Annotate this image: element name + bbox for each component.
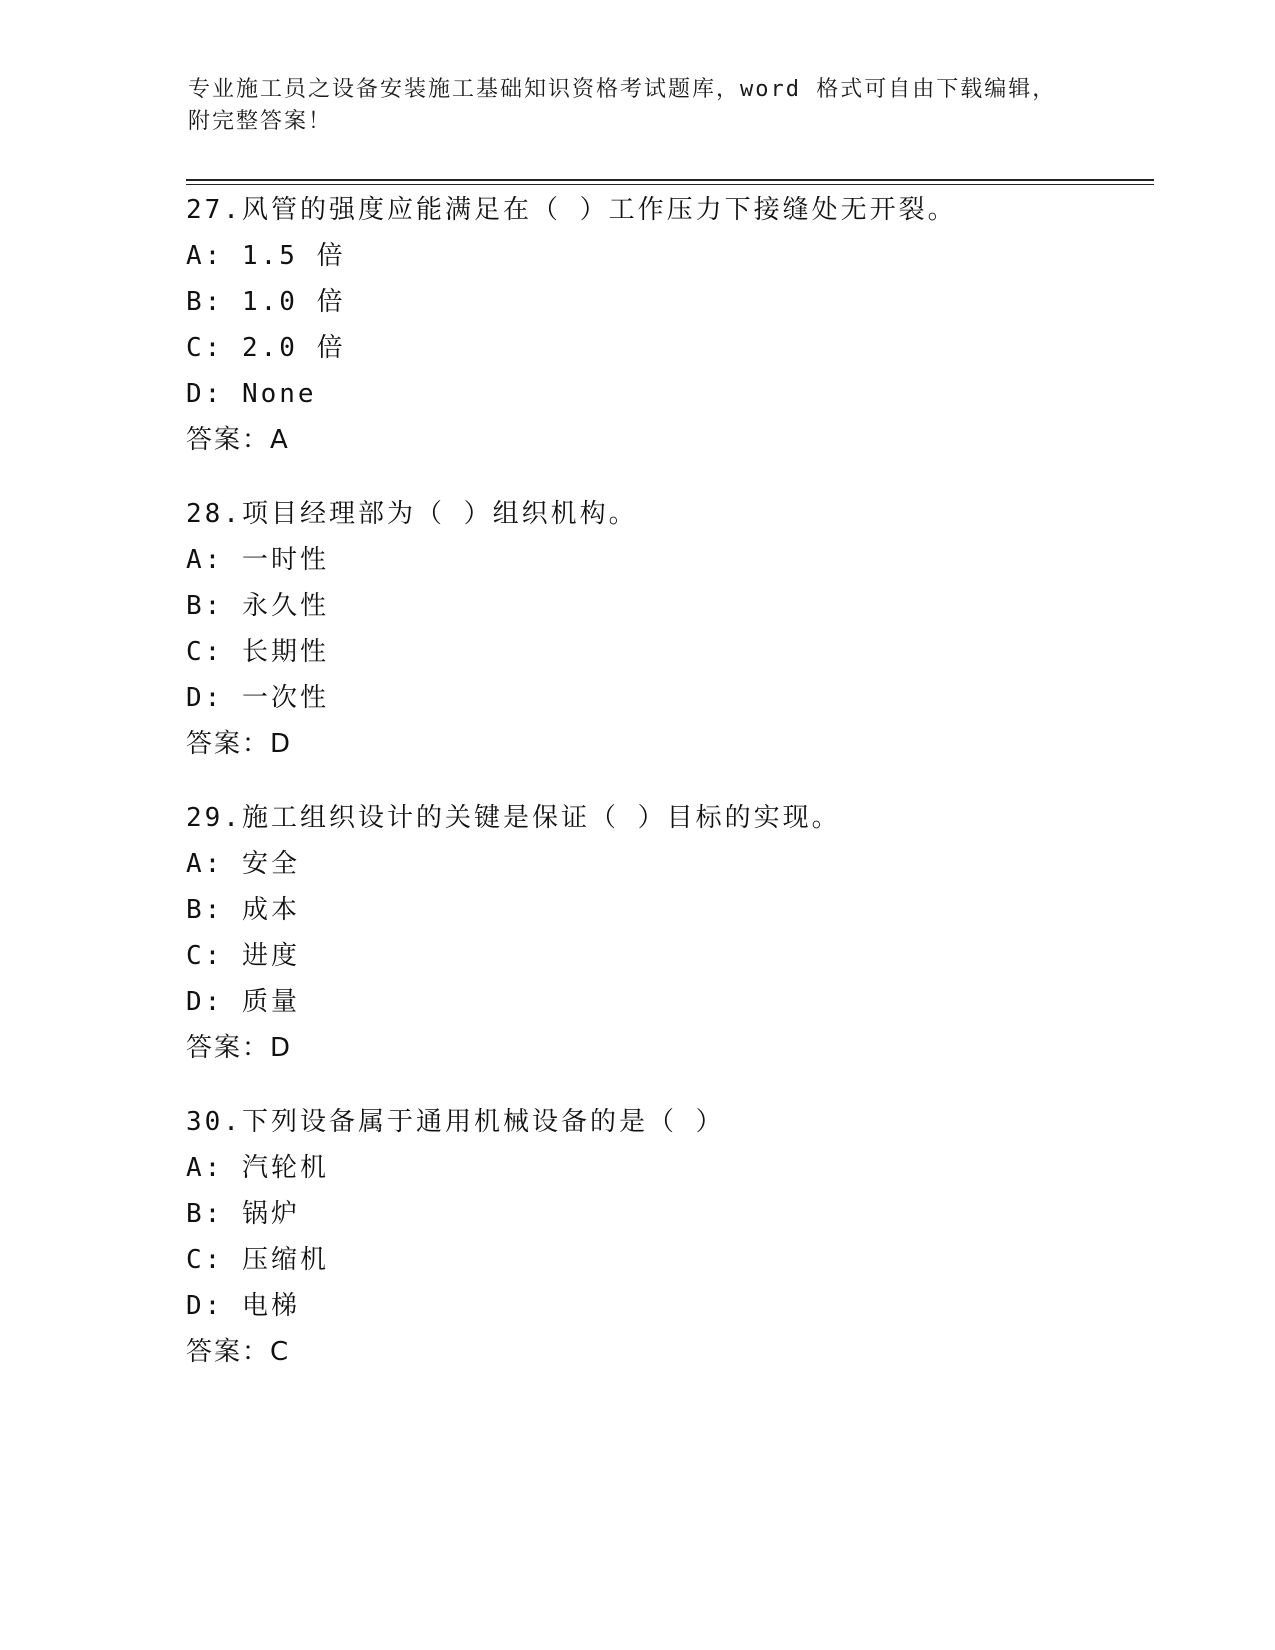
question-30: [186, 1106, 1146, 1368]
option-a: A: 一时性: [186, 545, 329, 575]
option-c: C: 长期性: [186, 637, 329, 667]
option-d: D: 电梯: [186, 1291, 300, 1321]
question-stem: 28.项目经理部为（ ）组织机构。: [186, 499, 638, 529]
option-d: D: 一次性: [186, 683, 329, 713]
option-d: D: None: [186, 379, 317, 409]
option-a: A: 1.5 倍: [186, 241, 346, 271]
question-27: [186, 194, 1146, 456]
option-c: C: 进度: [186, 941, 300, 971]
answer-label: 答案：D: [186, 1033, 293, 1063]
header-line-1: 专业施工员之设备安装施工基础知识资格考试题库，word 格式可自由下载编辑，: [188, 77, 1057, 102]
option-c: C: 压缩机: [186, 1245, 329, 1275]
option-a: A: 汽轮机: [186, 1153, 329, 1183]
header-divider-thick: [186, 179, 1154, 181]
option-b: B: 永久性: [186, 591, 329, 621]
question-29: [186, 802, 1146, 1064]
answer-label: 答案：C: [186, 1337, 291, 1367]
answer-label: 答案：D: [186, 729, 293, 759]
header-line-2: 附完整答案！: [188, 109, 333, 134]
question-list: [186, 194, 1146, 1410]
document-header: [188, 74, 1088, 138]
option-a: A: 安全: [186, 849, 300, 879]
header-divider-thin: [186, 184, 1154, 185]
option-b: B: 成本: [186, 895, 300, 925]
option-c: C: 2.0 倍: [186, 333, 346, 363]
answer-label: 答案：A: [186, 425, 290, 455]
question-stem: 30.下列设备属于通用机械设备的是（ ）: [186, 1107, 725, 1137]
option-b: B: 锅炉: [186, 1199, 300, 1229]
option-d: D: 质量: [186, 987, 300, 1017]
question-stem: 29.施工组织设计的关键是保证（ ）目标的实现。: [186, 803, 841, 833]
question-28: [186, 498, 1146, 760]
option-b: B: 1.0 倍: [186, 287, 346, 317]
question-stem: 27.风管的强度应能满足在（ ）工作压力下接缝处无开裂。: [186, 195, 957, 225]
